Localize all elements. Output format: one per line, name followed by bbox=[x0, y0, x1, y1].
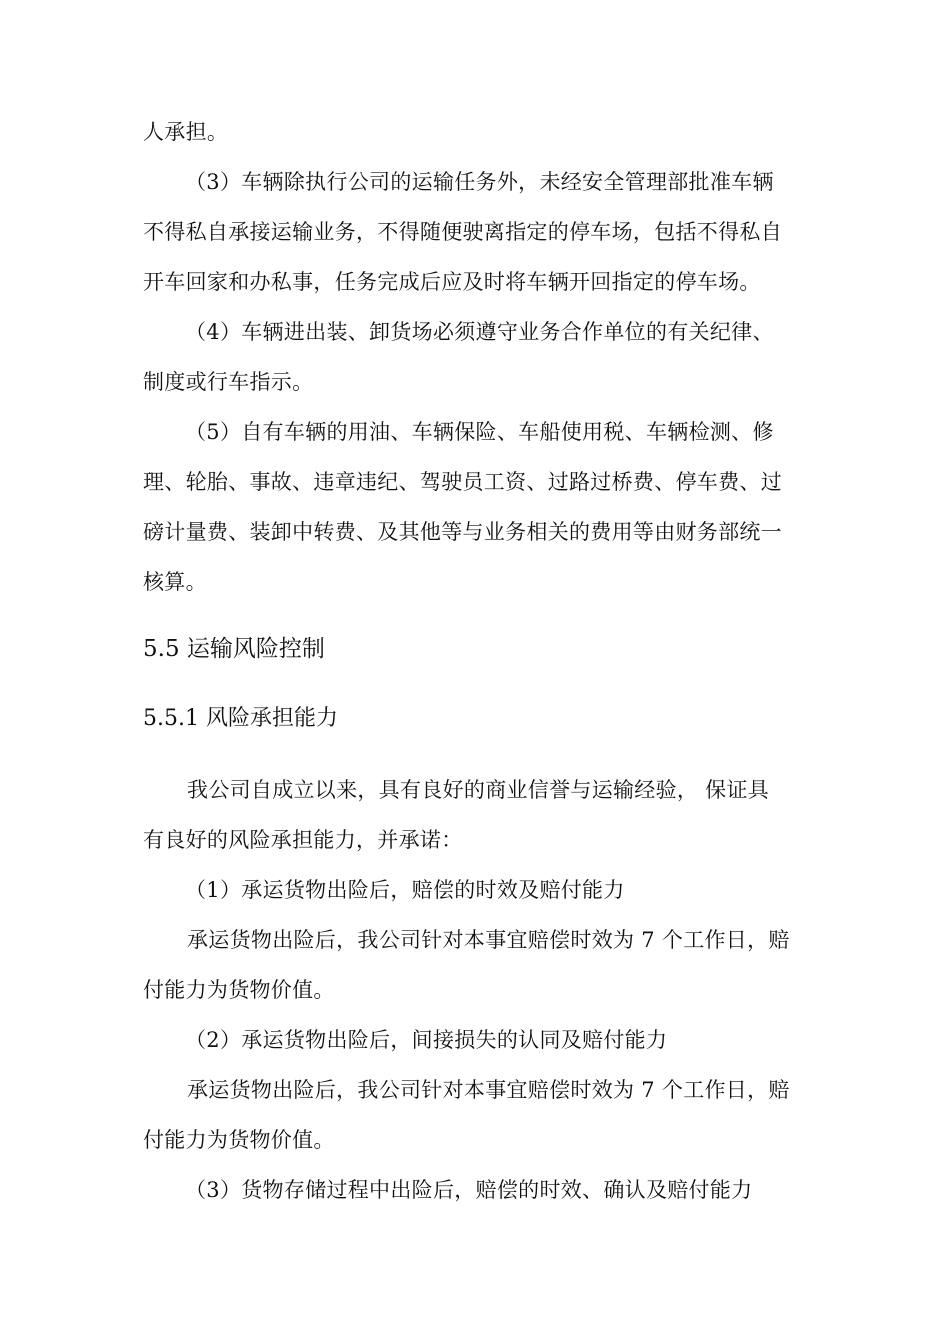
text-line: （3）车辆除执行公司的运输任务外，未经安全管理部批准车辆 bbox=[185, 170, 774, 194]
text-line: 我公司自成立以来，具有良好的商业信誉与运输经验， 保证具 bbox=[187, 778, 770, 802]
text-line: （5）自有车辆的用油、车辆保险、车船使用税、车辆检测、修 bbox=[185, 420, 774, 444]
text-line: 制度或行车指示。 bbox=[143, 370, 314, 394]
text-line: 核算。 bbox=[143, 570, 207, 594]
text-line: 开车回家和办私事，任务完成后应及时将车辆开回指定的停车场。 bbox=[143, 270, 761, 294]
section-heading: 5.5 运输风险控制 bbox=[143, 636, 325, 662]
text-line: 承运货物出险后，我公司针对本事宜赔偿时效为 7 个工作日，赔 bbox=[187, 928, 790, 952]
text-line: 承运货物出险后，我公司针对本事宜赔偿时效为 7 个工作日，赔 bbox=[187, 1078, 790, 1102]
text-line: （4）车辆进出装、卸货场必须遵守业务合作单位的有关纪律、 bbox=[185, 320, 774, 344]
subsection-heading: 5.5.1 风险承担能力 bbox=[143, 706, 338, 731]
text-line: 付能力为货物价值。 bbox=[143, 978, 335, 1002]
text-line: （3）货物存储过程中出险后，赔偿的时效、确认及赔付能力 bbox=[185, 1178, 753, 1202]
text-line: 付能力为货物价值。 bbox=[143, 1128, 335, 1152]
text-line: 磅计量费、装卸中转费、及其他等与业务相关的费用等由财务部统一 bbox=[143, 520, 782, 544]
text-line: 有良好的风险承担能力，并承诺： bbox=[143, 828, 463, 852]
text-line: （1）承运货物出险后，赔偿的时效及赔付能力 bbox=[185, 878, 625, 902]
text-line: 人承担。 bbox=[143, 120, 229, 144]
text-line: （2）承运货物出险后，间接损失的认同及赔付能力 bbox=[185, 1028, 668, 1052]
text-line: 理、轮胎、事故、违章违纪、驾驶员工资、过路过桥费、停车费、过 bbox=[143, 470, 782, 494]
text-line: 不得私自承接运输业务，不得随便驶离指定的停车场，包括不得私自 bbox=[143, 220, 782, 244]
